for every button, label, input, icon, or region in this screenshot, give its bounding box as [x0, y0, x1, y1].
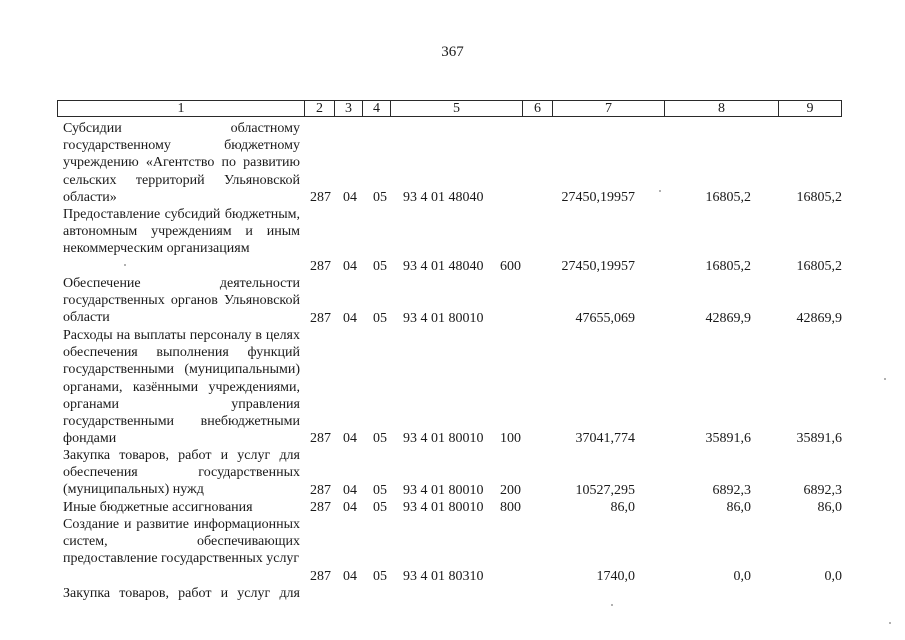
row-value-col7: 10527,295	[575, 483, 635, 498]
row-subsection: 05	[373, 500, 387, 515]
row-value-col8: 86,0	[726, 500, 751, 515]
column-header-8: 8	[665, 101, 779, 117]
column-header-4: 4	[363, 101, 391, 117]
row-value-col7: 1740,0	[596, 569, 635, 584]
row-subsection: 05	[373, 259, 387, 274]
column-header-row	[58, 101, 842, 117]
row-value-col9: 35891,6	[796, 431, 842, 446]
row-value-col9: 86,0	[817, 500, 842, 515]
row-admin-code: 287	[310, 500, 331, 515]
row-description: Предоставление субсидий бюджетным, автономным учреждениям и иным некоммерческим организациям	[63, 207, 300, 257]
row-admin-code: 287	[310, 190, 331, 205]
row-value-col9: 16805,2	[796, 259, 842, 274]
row-value-col9: 16805,2	[796, 190, 842, 205]
row-section: 04	[343, 500, 357, 515]
row-expense-type: 100	[500, 431, 521, 446]
row-value-col7: 37041,774	[575, 431, 635, 446]
row-description: Расходы на выплаты персоналу в целях обеспечения выполнения функций государственными (муниципальными) органами, казёнными учреждениями, органами управления государственными внебюджетными фондами	[63, 328, 300, 447]
column-header-2: 2	[305, 101, 335, 117]
row-target-article: 93 4 01 80010	[403, 431, 484, 446]
row-value-col9: 42869,9	[796, 311, 842, 326]
row-description: Иные бюджетные ассигнования	[63, 500, 253, 515]
row-value-col7: 27450,19957	[561, 190, 635, 205]
row-value-col8: 16805,2	[705, 190, 751, 205]
row-value-col9: 0,0	[824, 569, 842, 584]
row-description: Закупка товаров, работ и услуг для обеспечения государственных (муниципальных) нужд	[63, 448, 300, 498]
row-target-article: 93 4 01 80010	[403, 500, 484, 515]
row-description: Создание и развитие информационных систем, обеспечивающих предоставление государственных услуг	[63, 517, 300, 567]
column-header-5: 5	[391, 101, 523, 117]
column-header-7: 7	[553, 101, 665, 117]
row-value-col8: 16805,2	[705, 259, 751, 274]
row-value-col7: 86,0	[610, 500, 635, 515]
row-section: 04	[343, 483, 357, 498]
row-admin-code: 287	[310, 311, 331, 326]
row-section: 04	[343, 190, 357, 205]
row-subsection: 05	[373, 190, 387, 205]
row-admin-code: 287	[310, 569, 331, 584]
row-target-article: 93 4 01 80010	[403, 311, 484, 326]
row-target-article: 93 4 01 48040	[403, 190, 484, 205]
row-value-col8: 0,0	[733, 569, 751, 584]
row-target-article: 93 4 01 80310	[403, 569, 484, 584]
row-value-col9: 6892,3	[803, 483, 842, 498]
row-description: Закупка товаров, работ и услуг для	[63, 586, 300, 601]
scan-speck	[889, 622, 891, 624]
row-value-col8: 42869,9	[705, 311, 751, 326]
row-value-col7: 27450,19957	[561, 259, 635, 274]
column-header-6: 6	[523, 101, 553, 117]
row-section: 04	[343, 569, 357, 584]
row-target-article: 93 4 01 48040	[403, 259, 484, 274]
row-section: 04	[343, 431, 357, 446]
row-section: 04	[343, 311, 357, 326]
row-value-col8: 6892,3	[712, 483, 751, 498]
scan-speck	[659, 190, 661, 192]
row-admin-code: 287	[310, 259, 331, 274]
row-description: Обеспечение деятельности государственных органов Ульяновской области	[63, 276, 300, 326]
column-header-1: 1	[58, 101, 305, 117]
column-header-9: 9	[779, 101, 842, 117]
row-target-article: 93 4 01 80010	[403, 483, 484, 498]
row-subsection: 05	[373, 483, 387, 498]
scan-speck	[611, 604, 613, 606]
row-admin-code: 287	[310, 483, 331, 498]
scan-speck	[124, 264, 126, 266]
row-section: 04	[343, 259, 357, 274]
row-value-col7: 47655,069	[575, 311, 635, 326]
column-header-table	[57, 100, 842, 117]
scan-speck	[884, 378, 886, 380]
column-header-3: 3	[335, 101, 363, 117]
page-number: 367	[441, 44, 464, 60]
row-expense-type: 600	[500, 259, 521, 274]
row-subsection: 05	[373, 311, 387, 326]
row-expense-type: 200	[500, 483, 521, 498]
row-description: Субсидии областному государственному бюджетному учреждению «Агентство по развитию сельских территорий Ульяновской области»	[63, 121, 300, 205]
row-admin-code: 287	[310, 431, 331, 446]
row-value-col8: 35891,6	[705, 431, 751, 446]
row-subsection: 05	[373, 431, 387, 446]
row-subsection: 05	[373, 569, 387, 584]
row-expense-type: 800	[500, 500, 521, 515]
